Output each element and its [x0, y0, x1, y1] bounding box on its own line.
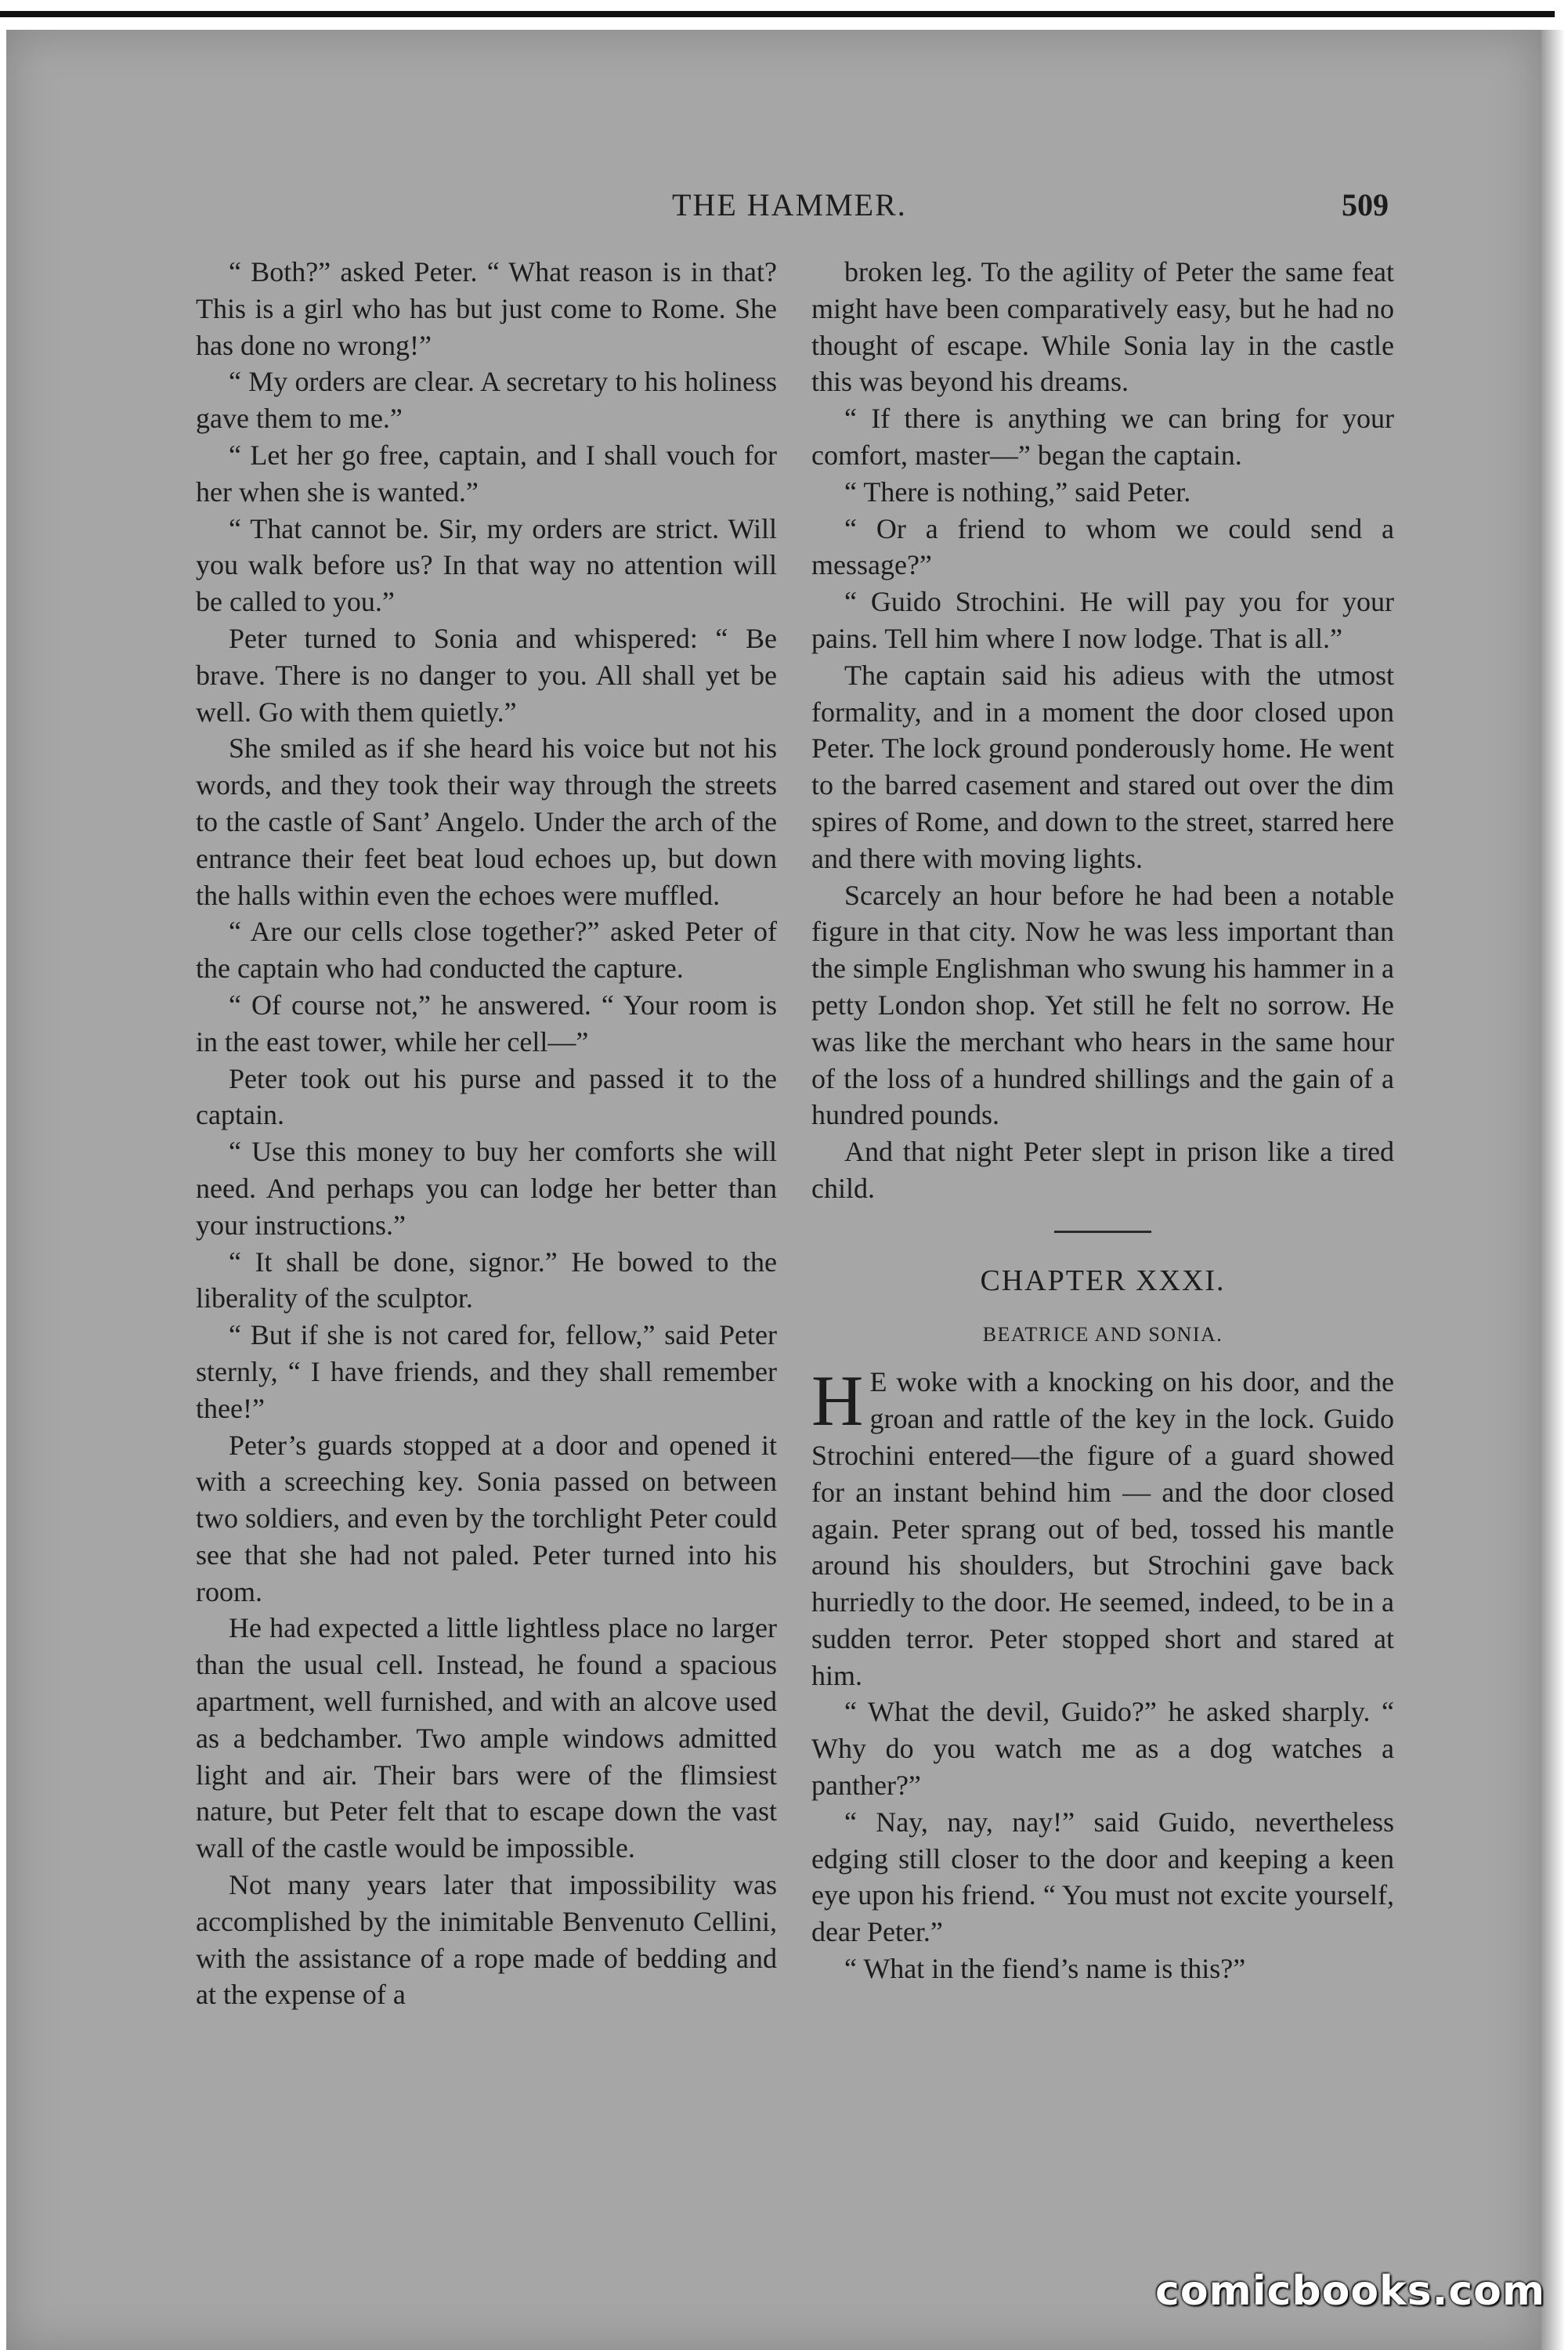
paragraph: “ What the devil, Guido?” he asked sharply. “ Why do you watch me as a dog watches a panther?”	[811, 1696, 1394, 1802]
paragraph: “ Both?” asked Peter. “ What reason is in that? This is a girl who has but just come to Rome. She has done no wrong!”	[196, 256, 777, 361]
paragraph: “ Guido Strochini. He will pay you for your pains. Tell him where I now lodge. That is all.”	[811, 586, 1394, 654]
chapter-title: CHAPTER XXXI.	[980, 1264, 1226, 1297]
paragraph: “ Are our cells close together?” asked Peter of the captain who had conducted the capture.	[196, 916, 777, 985]
paragraph: “ It shall be done, signor.” He bowed to the liberality of the sculptor.	[196, 1246, 777, 1314]
watermark: comicbooks.com	[1155, 2268, 1546, 2315]
paragraph: “ What in the fiend’s name is this?”	[844, 1953, 1246, 1985]
paragraph: “ My orders are clear. A secretary to his holiness gave them to me.”	[196, 366, 777, 435]
paragraph: “ Of course not,” he answered. “ Your room is in the east tower, while her cell—”	[196, 989, 777, 1058]
scan-border-rule	[0, 11, 1555, 17]
paragraph: “ There is nothing,” said Peter.	[844, 475, 1191, 508]
paragraph: broken leg. To the agility of Peter the same feat might have been comparatively easy, but he had no thought of escape. While Sonia lay in the castle this was beyond his dreams.	[811, 256, 1394, 398]
paragraph: Peter’s guards stopped at a door and opened it with a screeching key. Sonia passed on between two soldiers, and even by the torchlight Peter could see that she had not paled. Peter turned into his room.	[196, 1429, 777, 1607]
paragraph: “ Let her go free, captain, and I shall vouch for her when she is wanted.”	[196, 439, 777, 508]
paragraph: “ Use this money to buy her comforts she will need. And perhaps you can lodge her better than your instructions.”	[196, 1136, 777, 1241]
paragraph: Peter turned to Sonia and whispered: “ Be brave. There is no danger to you. All shall yet be well. Go with them quietly.”	[196, 622, 777, 728]
paragraph: Scarcely an hour before he had been a notable figure in that city. Now he was less important than the simple Englishman who swung his hammer in a petty London shop. Yet still he felt no sorrow. He was like the merchant who hears in the same hour of the loss of a hundred shillings and the gain of a hundred pounds.	[811, 879, 1394, 1131]
paragraph: “ If there is anything we can bring for your comfort, master—” began the captain.	[811, 403, 1394, 471]
paragraph: Peter took out his purse and passed it to the captain.	[196, 1062, 777, 1131]
left-column	[196, 254, 777, 2013]
paragraph: “ Nay, nay, nay!” said Guido, nevertheless edging still closer to the door and keeping a keen eye upon his friend. “ You must not excite yourself, dear Peter.”	[811, 1806, 1394, 1948]
paragraph: She smiled as if she heard his voice but not his words, and they took their way through the streets to the castle of Sant’ Angelo. Under the arch of the entrance their feet beat loud echoes up, but down the halls within even the echoes were muffled.	[196, 732, 777, 911]
paragraph: Not many years later that impossibility was accomplished by the inimitable Benvenuto Cellini, with the assistance of a rope made of bedding and at the expense of a	[196, 1869, 777, 2011]
paragraph: And that night Peter slept in prison like a tired child.	[811, 1136, 1394, 1204]
chapter-opening-paragraph	[811, 1361, 1394, 1694]
page-number: 509	[1342, 187, 1389, 222]
paragraph: The captain said his adieus with the utmost formality, and in a moment the door closed upon Peter. The lock ground ponderously home. He went to the barred casement and stared out over the dim spires of Rome, and down to the street, starred here and there with moving lights.	[811, 659, 1394, 874]
opening-text: E woke with a knocking on his door, and the groan and rattle of the key in the lock. Guido Strochini entered—the figure of a guard showed for an instant behind him — and the door closed again. Peter sprang out of bed, tossed his mantle around his shoulders, but Strochini gave back hurriedly to the door. He seemed, indeed, to be in a sudden terror. Peter stopped short and stared at him.	[811, 1366, 1394, 1691]
paragraph: “ Or a friend to whom we could send a message?”	[811, 512, 1394, 581]
right-column	[811, 254, 1394, 1987]
drop-cap: H	[811, 1361, 864, 1441]
paragraph: He had expected a little lightless place no larger than the usual cell. Instead, he found a spacious apartment, well furnished, and with an alcove used as a bedchamber. Two ample windows admitted light and air. Their bars were of the flimsiest nature, but Peter felt that to escape down the vast wall of the castle would be impossible.	[196, 1612, 777, 1864]
paragraph: “ But if she is not cared for, fellow,” said Peter sternly, “ I have friends, and they shall remember thee!”	[196, 1319, 777, 1424]
chapter-subtitle: BEATRICE AND SONIA.	[982, 1322, 1223, 1346]
running-head: THE HAMMER.	[672, 187, 907, 222]
section-divider	[1054, 1231, 1151, 1233]
paper-edge-shadow	[1541, 30, 1565, 2350]
paragraph: “ That cannot be. Sir, my orders are strict. Will you walk before us? In that way no attention will be called to you.”	[196, 512, 777, 618]
